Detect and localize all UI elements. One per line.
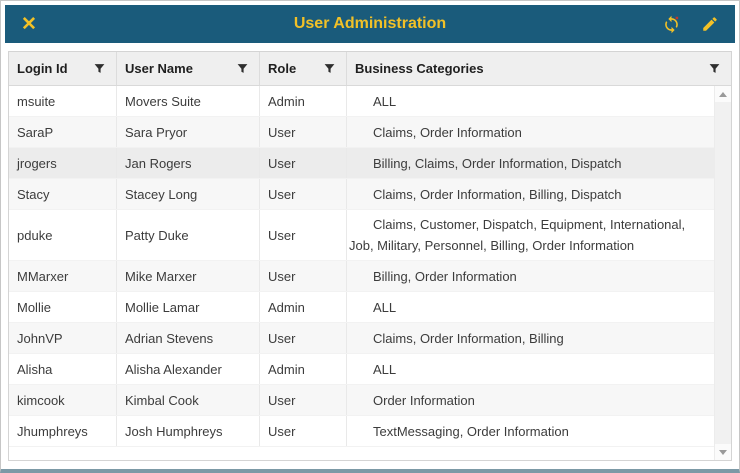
title-bar xyxy=(5,5,735,43)
scrollbar-track[interactable] xyxy=(715,102,731,444)
edit-button[interactable] xyxy=(699,13,721,35)
column-header-login-id[interactable] xyxy=(9,52,117,85)
scroll-up-icon xyxy=(719,92,727,97)
filter-button-login-id[interactable] xyxy=(91,60,108,77)
table-body-wrap xyxy=(9,86,731,460)
column-label: Login Id xyxy=(17,61,68,76)
column-label: User Name xyxy=(125,61,193,76)
cell-login-id: Alisha xyxy=(9,354,117,384)
cell-user-name: Kimbal Cook xyxy=(117,385,260,415)
cell-role: User xyxy=(260,117,347,147)
cell-role: User xyxy=(260,179,347,209)
window-title: User Administration xyxy=(293,15,447,32)
column-header-user-name[interactable] xyxy=(117,52,260,85)
scroll-down-button[interactable] xyxy=(715,444,731,460)
filter-button-business-categories[interactable] xyxy=(706,60,723,77)
cell-user-name: Mollie Lamar xyxy=(117,292,260,322)
table-row[interactable] xyxy=(9,117,714,148)
cell-business-categories: Order Information xyxy=(373,392,475,408)
table-row[interactable] xyxy=(9,261,714,292)
refresh-icon xyxy=(662,15,681,34)
filter-button-user-name[interactable] xyxy=(234,60,251,77)
column-label: Business Categories xyxy=(355,61,484,76)
cell-user-name: Sara Pryor xyxy=(117,117,260,147)
cell-business-categories: Billing, Claims, Order Information, Dispatch xyxy=(373,155,622,171)
cell-user-name: Mike Marxer xyxy=(117,261,260,291)
column-header-business-categories[interactable] xyxy=(347,52,731,85)
column-header-role[interactable] xyxy=(260,52,347,85)
cell-business-categories: ALL xyxy=(373,93,397,109)
table-row[interactable] xyxy=(9,210,714,261)
cell-role: User xyxy=(260,148,347,178)
cell-role: User xyxy=(260,416,347,446)
cell-role: User xyxy=(260,323,347,353)
filter-funnel-icon xyxy=(708,62,721,75)
cell-user-name: Josh Humphreys xyxy=(117,416,260,446)
table-body xyxy=(9,86,714,460)
pencil-icon xyxy=(701,15,719,33)
cell-role: User xyxy=(260,385,347,415)
cell-role: Admin xyxy=(260,86,347,116)
cell-user-name: Jan Rogers xyxy=(117,148,260,178)
vertical-scrollbar[interactable] xyxy=(714,86,731,460)
title-bar-actions xyxy=(660,13,721,36)
cell-role: User xyxy=(260,210,347,260)
cell-user-name: Movers Suite xyxy=(117,86,260,116)
cell-login-id: Jhumphreys xyxy=(9,416,117,446)
cell-login-id: pduke xyxy=(9,210,117,260)
table-row[interactable] xyxy=(9,292,714,323)
cell-login-id: JohnVP xyxy=(9,323,117,353)
cell-role: Admin xyxy=(260,354,347,384)
cell-user-name: Patty Duke xyxy=(117,210,260,260)
cell-business-categories: ALL xyxy=(373,361,397,377)
table-row[interactable] xyxy=(9,416,714,447)
table-row[interactable] xyxy=(9,323,714,354)
cell-business-categories: Claims, Customer, Dispatch, Equipment, International, Job, Military, Personnel, Billing, Order Information xyxy=(349,217,686,253)
filter-funnel-icon xyxy=(93,62,106,75)
scroll-down-icon xyxy=(719,450,727,455)
cell-user-name: Adrian Stevens xyxy=(117,323,260,353)
table-row[interactable] xyxy=(9,179,714,210)
filter-button-role[interactable] xyxy=(321,60,338,77)
cell-login-id: kimcook xyxy=(9,385,117,415)
cell-login-id: Mollie xyxy=(9,292,117,322)
cell-business-categories: Claims, Order Information xyxy=(373,124,522,140)
close-icon: ✕ xyxy=(21,13,37,35)
cell-login-id: SaraP xyxy=(9,117,117,147)
cell-login-id: Stacy xyxy=(9,179,117,209)
table-row[interactable] xyxy=(9,385,714,416)
table-row[interactable] xyxy=(9,148,714,179)
filter-funnel-icon xyxy=(236,62,249,75)
cell-business-categories: Claims, Order Information, Billing, Dispatch xyxy=(373,186,622,202)
cell-login-id: jrogers xyxy=(9,148,117,178)
cell-login-id: MMarxer xyxy=(9,261,117,291)
cell-role: User xyxy=(260,261,347,291)
scroll-up-button[interactable] xyxy=(715,86,731,102)
cell-role: Admin xyxy=(260,292,347,322)
cell-user-name: Alisha Alexander xyxy=(117,354,260,384)
cell-login-id: msuite xyxy=(9,86,117,116)
close-button[interactable] xyxy=(19,13,39,36)
cell-user-name: Stacey Long xyxy=(117,179,260,209)
table-row[interactable] xyxy=(9,86,714,117)
table-row[interactable] xyxy=(9,354,714,385)
user-table xyxy=(8,51,732,461)
refresh-button[interactable] xyxy=(660,13,683,36)
cell-business-categories: Claims, Order Information, Billing xyxy=(373,330,564,346)
table-header-row xyxy=(9,52,731,86)
cell-business-categories: ALL xyxy=(373,299,397,315)
filter-funnel-icon xyxy=(323,62,336,75)
column-label: Role xyxy=(268,61,297,76)
cell-business-categories: TextMessaging, Order Information xyxy=(373,423,569,439)
cell-business-categories: Billing, Order Information xyxy=(373,268,517,284)
